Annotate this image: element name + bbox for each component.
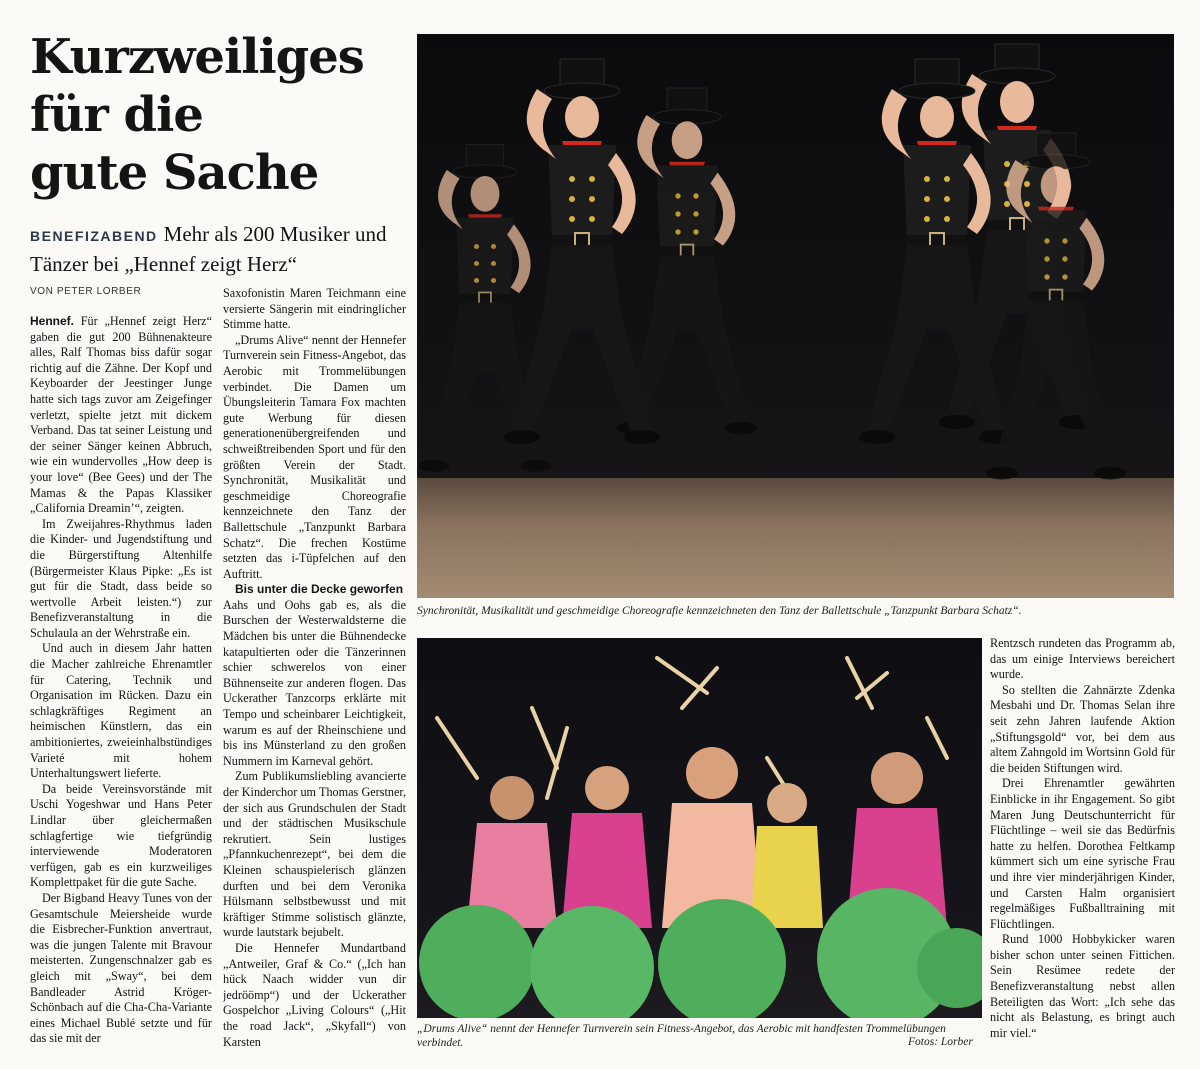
subheadline <box>30 220 390 278</box>
paragraph: „Drums Alive“ nennt der Hennefer Turnverein sein Fitness-Angebot, das Aerobic mit Trommelübungen verbindet. Die Damen um Übungsleiterin Tamara Fox machten gute Werbung für diesen generationenübergreifenden und schweißtreibenden Sport und für den größten Verein der Stadt. Synchronität, Musikalität und geschmeidige Choreografie kennzeichnete den Tanz der Ballettschule „Tanzpunkt Barbara Schatz“. Die frechen Kostüme setzten das i-Tüpfelchen auf den Auftritt. <box>223 332 406 581</box>
photo-drums-alive <box>417 638 982 1018</box>
paragraph: So stellten die Zahnärzte Zdenka Mesbahi und Dr. Thomas Selan ihre seit zehn Jahren laufende Aktion „Stiftungsgold“ vor, bei dem aus altem Zahngold im Wortsinn Gold für die beiden Stiftungen wird. <box>990 682 1175 775</box>
paragraph: Saxofonistin Maren Teichmann eine versierte Sängerin mit eindringlicher Stimme hatte. <box>223 286 406 332</box>
headline-line-2: für die <box>30 87 203 143</box>
paragraph: Im Zweijahres-Rhythmus laden die Kinder- und Jugendstiftung und die Bürgerstiftung Altenhilfe (Bürgermeister Klaus Pipke: „Es ist gut für die Stadt, dass beide so wertvolle Arbeit leisten.“) zur Benefizveranstaltung in die Schulaula an der Wehrstraße ein. <box>30 516 212 640</box>
drummer-figure <box>562 766 652 928</box>
paragraph: Aahs und Oohs gab es, als die Burschen der Westerwaldsterne die Mädchen bis unter die Bühnendecke katapultierten oder die Tänzerinnen schier schwerelos von einer Bühnenseite zur anderen flogen. Das Uckerather Tanzcorps erklärte mit Tempo und scheinbarer Leichtigkeit, warum es auf der Rheinschiene und bis ins Münsterland zu den großen Nummern im Karneval gehört. <box>223 597 406 768</box>
paragraph: Der Bigband Heavy Tunes von der Gesamtschule Meiersheide wurde die Eisbrecher-Funktion anvertraut, was die jungen Talente mit Bravour meisterten. Zungenschnalzer gab es gleich mit „Sway“, bei dem Bandleader Astrid Kröger-Schönbach auf die Cha-Cha-Variante eines Michael Bublé setzte und für das sie mit der <box>30 890 212 1046</box>
paragraph: Rentzsch rundeten das Programm ab, das um einige Interviews bereichert wurde. <box>990 636 1175 682</box>
kicker: BENEFIZABEND <box>30 228 158 244</box>
paragraph: Da beide Vereinsvorstände mit Uschi Yogeshwar und Hans Peter Lindlar über gleichermaßen schlagfertige wie tiefgründig interviewende Moderatoren verfügen, gab es ein kurzweiliges Komplettpaket für die gute Sache. <box>30 781 212 890</box>
paragraph: Die Hennefer Mundartband „Antweiler, Graf & Co.“ („Ich han hück Naach widder vun dir jedröömp“) und der Uckerather Gospelchor „Living Colours“ („Hit the road Jack“, „Skyfall“) von Karsten <box>223 940 406 1049</box>
dancers-illustration <box>417 34 1174 598</box>
drummers-illustration <box>417 638 982 1018</box>
subhead-text: Mehr als 200 Musiker und Tänzer bei „Hennef zeigt Herz“ <box>30 222 387 276</box>
headline-line-3: gute Sache <box>30 145 319 201</box>
paragraph: Drei Ehrenamtler gewährten Einblicke in ihr Engagement. So gibt Maren Jung Deutschunterricht für Flüchtlinge – weil sie das Bedürfnis hatte zu helfen. Dorothea Feltkamp kümmert sich um eine syrische Frau und ihre vier minderjährigen Kinder, und Carsten Halm organisiert regelmäßiges Fußballtraining mit Flüchtlingen. <box>990 776 1175 931</box>
drummer-figure <box>751 783 823 928</box>
photo-caption-2: „Drums Alive“ nennt der Hennefer Turnverein sein Fitness-Angebot, das Aerobic mit handfesten Trommelübungen verbindet. <box>417 1023 946 1049</box>
article-column-2 <box>223 286 406 1056</box>
section-heading: Bis unter die Decke geworfen <box>235 582 404 597</box>
paragraph: Rund 1000 Hobbykicker waren bisher schon unter seinen Fittichen. Sein Resümee redete der Benefizveranstaltung nebst allen Beteiligten das Wort: „Ich sehe das nicht als Belastung, es bringt auch mir viel.“ <box>990 932 1175 1040</box>
article-column-1 <box>30 314 212 1054</box>
headline-line-1: Kurzweiliges <box>30 29 364 85</box>
headline <box>30 28 390 202</box>
paragraph: Zum Publikumsliebling avancierte der Kinderchor um Thomas Gerstner, der sich aus Grundschulen der Stadt und der städtischen Musikschule rekrutiert. Sein lustiges „Pfannkuchenrezept“, bei dem die Kleinen schauspielerisch glänzen durften und bei dem Veronika Hülsmann selbstbewusst und mit kräftiger Stimme solistisch glänzte, wurde lautstark bejubelt. <box>223 769 406 940</box>
byline: VON PETER LORBER <box>30 286 142 297</box>
dateline: Hennef. <box>30 314 75 328</box>
photo-credit: Fotos: Lorber <box>908 1036 973 1048</box>
article-column-3 <box>990 636 1175 1056</box>
photo-dancers <box>417 34 1174 598</box>
paragraph: Hennef. Für „Hennef zeigt Herz“ gaben die gut 200 Bühnenakteure alles, Ralf Thomas biss dafür sogar richtig auf die Zähne. Der Kopf und Keyboarder der Jeestinger Junge hatte sich tags zuvor am Zeigefinger verletzt, spielte jetzt mit dickem Verband. Das tat seiner Leistung und der seiner Sänger keinen Abbruch, wie ein wundervolles „How deep is your love“ (Bee Gees) und der The Mamas & the Papas Klassiker „California Dreamin’“, zeigten. <box>30 314 212 516</box>
paragraph: Und auch in diesem Jahr hatten die Macher zahlreiche Ehrenamtler für Catering, Technik und Organisation im Rücken. Dazu ein schlagkräftiges Regiment an heimischen Künstlern, das ein ambitioniertes, zweieinhalbstündiges Varieté mit hohem Unterhaltungswert lieferte. <box>30 641 212 781</box>
photo-caption-1: Synchronität, Musikalität und geschmeidige Choreografie kennzeichneten den Tanz der Ballettschule „Tanzpunkt Barbara Schatz“. <box>417 605 1022 617</box>
